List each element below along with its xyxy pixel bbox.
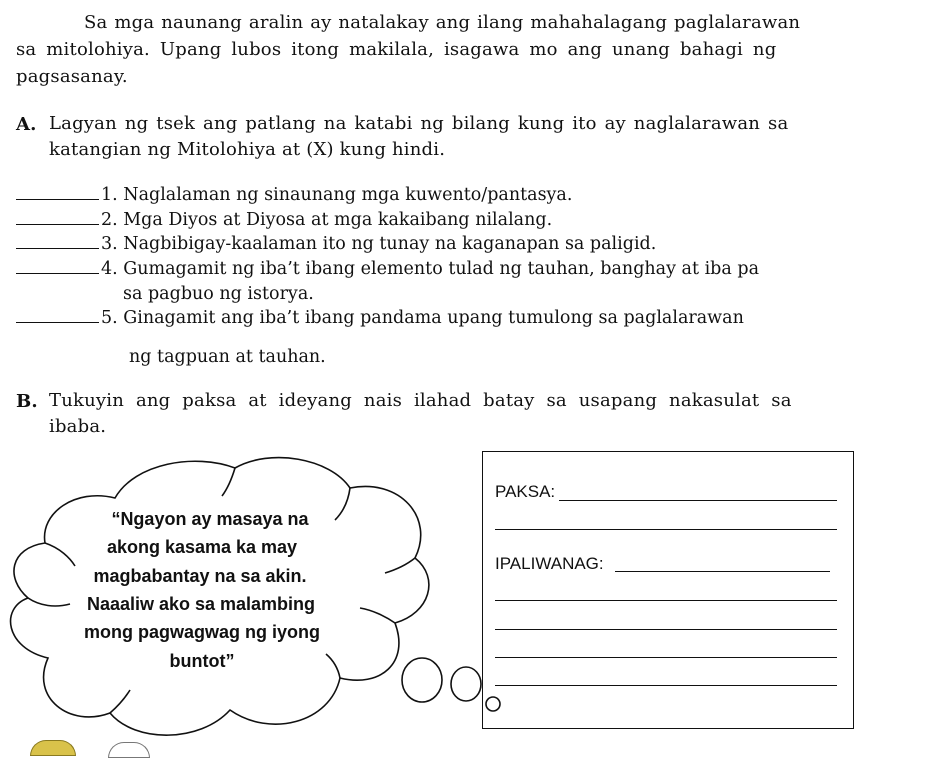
- section-b-instruction-1: Tukuyin ang paksa at ideyang nais ilahad batay sa usapang nakasulat sa: [49, 390, 792, 411]
- ipaliwanag-answer-line[interactable]: [615, 571, 830, 572]
- list-item: [16, 185, 572, 205]
- answer-box: [482, 451, 854, 729]
- intro-line-2: sa mitolohiya. Upang lubos itong makilala, isagawa mo ang unang bahagi ng: [16, 39, 777, 60]
- paksa-label: PAKSA:: [495, 482, 556, 501]
- section-a-instruction-2: katangian ng Mitolohiya at (X) kung hindi.: [49, 139, 446, 160]
- list-item: [16, 259, 759, 279]
- list-item: [16, 210, 552, 230]
- ipaliwanag-answer-line[interactable]: [495, 600, 837, 601]
- cloud-line-5: mong pagwagwag ng iyong: [84, 622, 320, 642]
- ipaliwanag-answer-line[interactable]: [495, 685, 837, 686]
- cloud-line-4: Naaaliw ako sa malambing: [86, 594, 316, 614]
- item-continuation: sa pagbuo ng istorya.: [123, 284, 314, 304]
- cloud-line-6: buntot”: [169, 651, 235, 671]
- paksa-answer-line[interactable]: [495, 529, 837, 530]
- section-b-instruction-2: ibaba.: [49, 416, 107, 437]
- logo-partial: [30, 740, 76, 756]
- intro-line-3: pagsasanay.: [16, 66, 128, 87]
- answer-blank[interactable]: [16, 234, 99, 249]
- list-item: [16, 234, 656, 254]
- answer-blank[interactable]: [16, 259, 99, 274]
- list-item: [16, 308, 744, 328]
- logo-partial: [108, 742, 150, 758]
- item-text: 3. Nagbibigay-kaalaman ito ng tunay na kaganapan sa paligid.: [101, 234, 657, 254]
- item-text: 4. Gumagamit ng iba’t ibang elemento tulad ng tauhan, banghay at iba pa: [101, 259, 760, 279]
- item-continuation: ng tagpuan at tauhan.: [129, 347, 326, 367]
- cloud-line-3: magbabantay na sa akin.: [93, 566, 307, 586]
- cloud-line-2: akong kasama ka may: [106, 537, 298, 557]
- section-a-instruction-1: Lagyan ng tsek ang patlang na katabi ng bilang kung ito ay naglalarawan sa: [49, 113, 789, 134]
- item-text: 5. Ginagamit ang iba’t ibang pandama upang tumulong sa paglalarawan: [101, 308, 744, 328]
- answer-blank[interactable]: [16, 185, 99, 200]
- item-text: 1. Naglalaman ng sinaunang mga kuwento/pantasya.: [101, 185, 573, 205]
- answer-blank[interactable]: [16, 308, 99, 323]
- intro-line-1: Sa mga naunang aralin ay natalakay ang ilang mahahalagang paglalarawan: [84, 12, 801, 33]
- ipaliwanag-answer-line[interactable]: [495, 629, 837, 630]
- section-a-letter: A.: [16, 114, 37, 135]
- item-text: 2. Mga Diyos at Diyosa at mga kakaibang nilalang.: [101, 210, 553, 230]
- answer-blank[interactable]: [16, 210, 99, 225]
- ipaliwanag-answer-line[interactable]: [495, 657, 837, 658]
- paksa-answer-line[interactable]: [559, 500, 837, 501]
- ipaliwanag-label: IPALIWANAG:: [495, 554, 604, 573]
- cloud-line-1: “Ngayon ay masaya na: [111, 509, 309, 529]
- section-b-letter: B.: [16, 391, 38, 412]
